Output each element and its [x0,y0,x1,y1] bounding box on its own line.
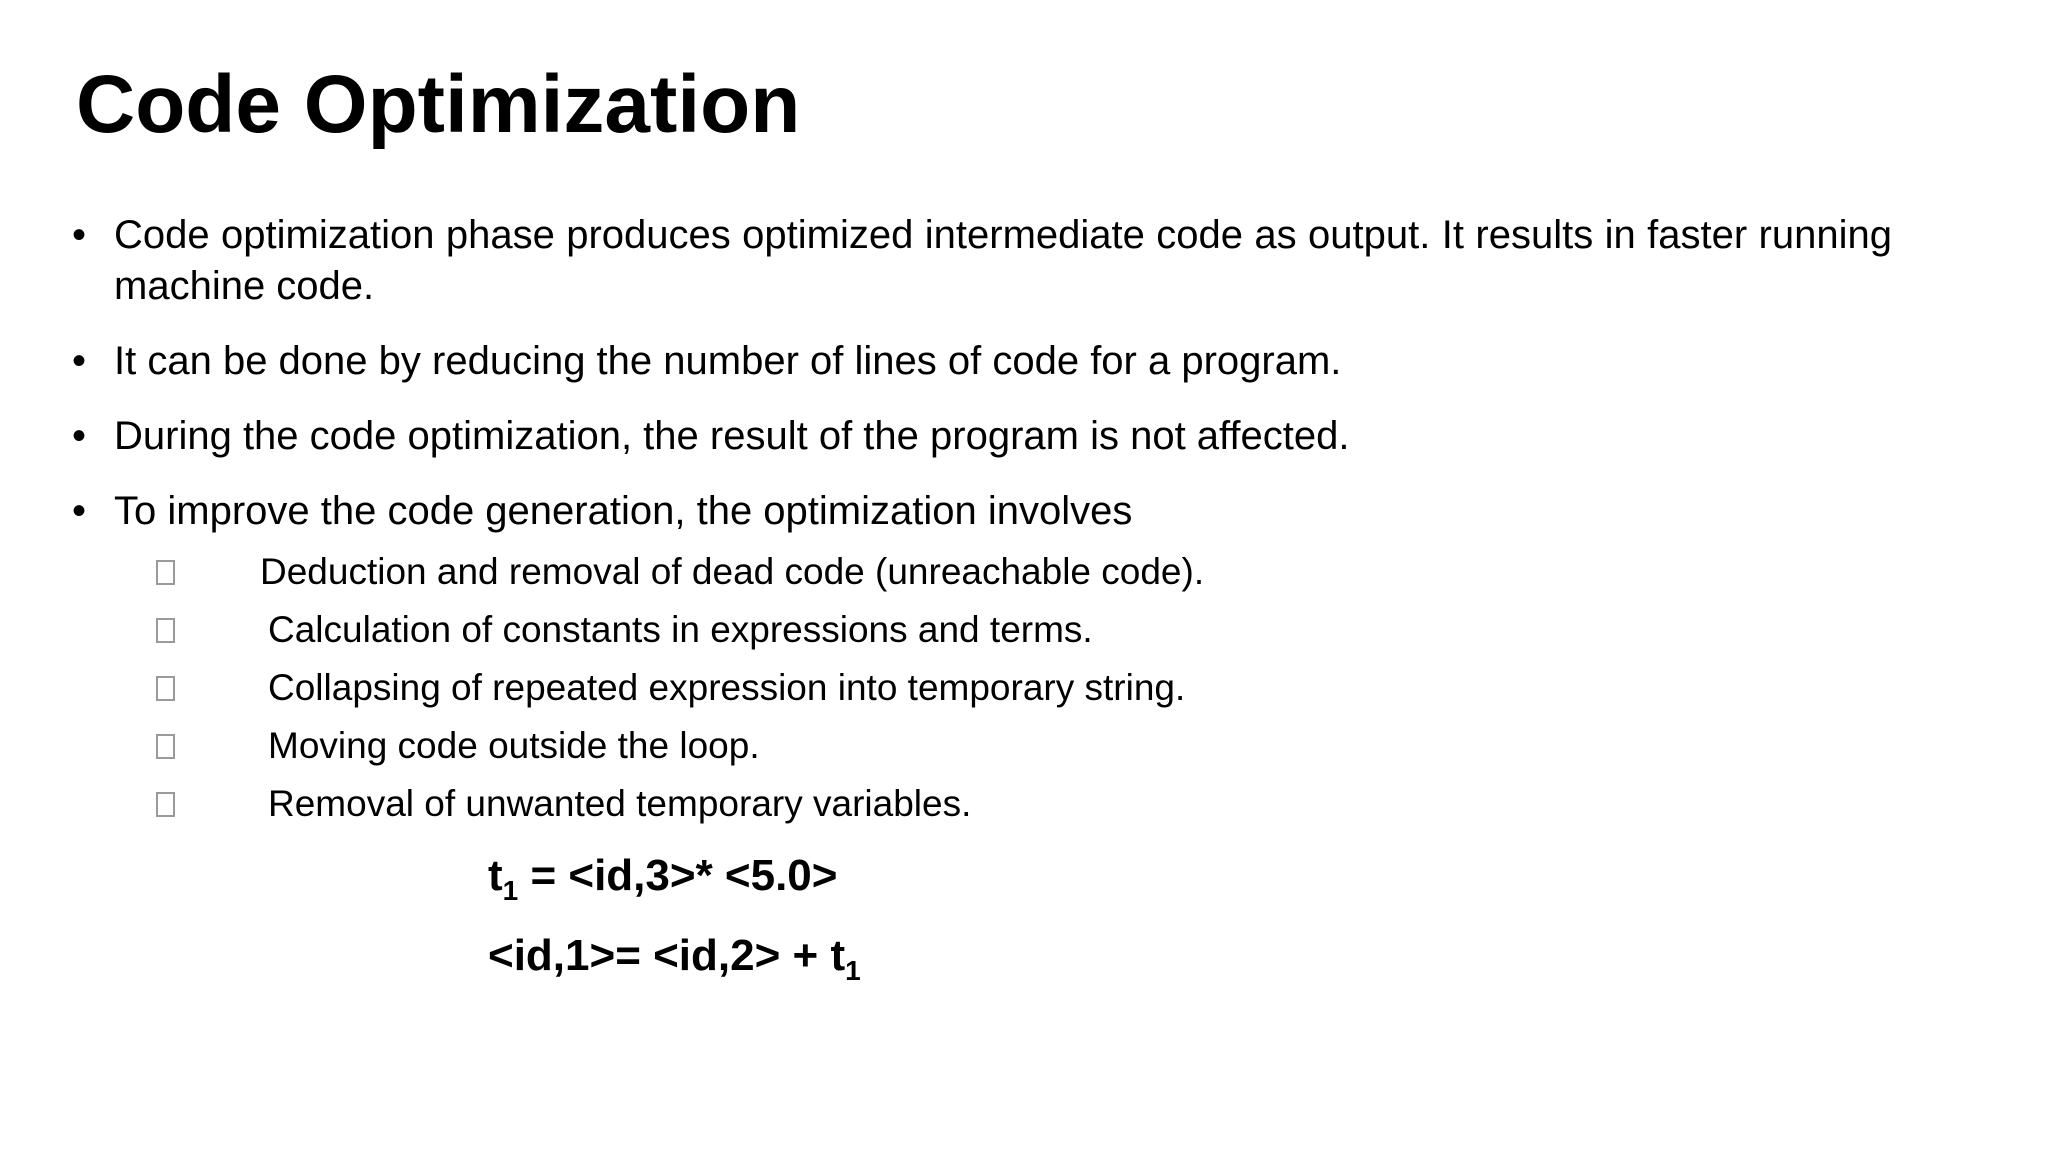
empty-square-icon [156,734,175,759]
bullet-dot-icon: • [72,414,87,458]
bullet-dot-icon: • [72,489,87,533]
empty-square-icon [156,618,175,643]
bullet-dot-icon: • [72,339,87,383]
sub-item-text: Calculation of constants in expressions and terms. [268,609,1093,650]
empty-square-icon [156,560,175,585]
slide-title: Code Optimization [76,59,801,150]
sub-item-text: Moving code outside the loop. [268,725,760,766]
formula-line-1 [488,848,837,904]
formula-expression: = <id,3>* <5.0> [518,851,838,900]
empty-square-icon [156,676,175,701]
bullet-item [72,336,1892,387]
bullet-item [72,411,1892,462]
bullet-text: It can be done by reducing the number of lines of code for a program. [114,339,1342,383]
formula-subscript: 1 [845,955,861,986]
bullet-item [72,210,1892,312]
sub-item-text: Removal of unwanted temporary variables. [268,783,972,824]
bullet-item [72,486,1892,537]
sub-item-text: Collapsing of repeated expression into temporary string. [268,667,1186,708]
formula-expression: <id,1>= <id,2> + t [488,931,846,980]
sub-item-text: Deduction and removal of dead code (unreachable code). [260,551,1205,592]
empty-square-icon [156,792,175,817]
formula-line-2 [488,928,861,984]
bullet-text: To improve the code generation, the optimization involves [114,489,1133,533]
bullet-list [72,210,1892,561]
formula-var: t [488,851,503,900]
bullet-text: Code optimization phase produces optimized intermediate code as output. It results in faster running machine code. [114,213,1892,308]
formula-subscript: 1 [502,875,519,906]
bullet-dot-icon: • [72,213,87,257]
bullet-text: During the code optimization, the result of the program is not affected. [114,414,1350,458]
